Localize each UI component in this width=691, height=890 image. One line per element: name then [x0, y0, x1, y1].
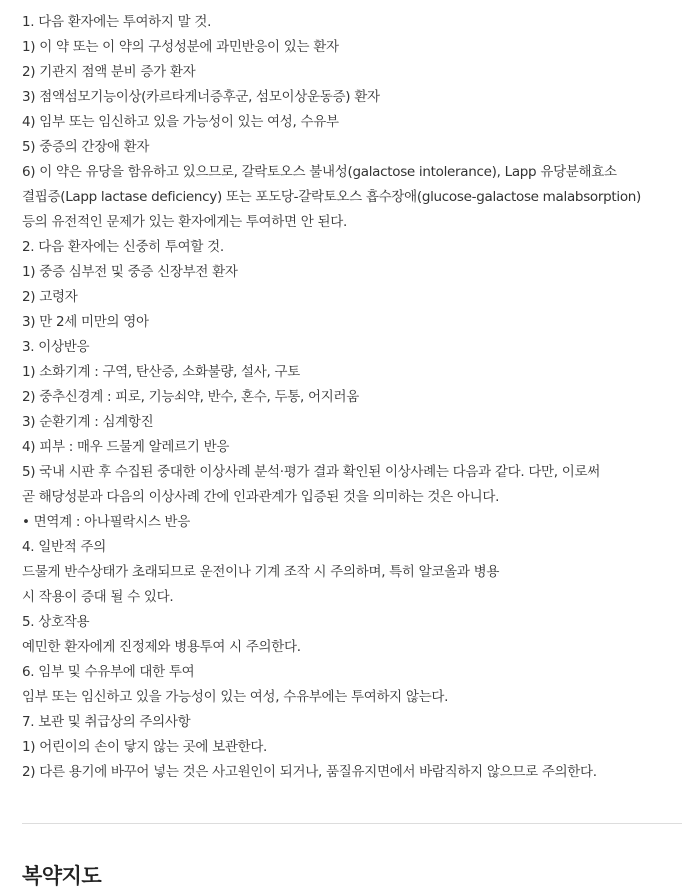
next-section-title: 복약지도	[22, 864, 102, 888]
list-item: 1) 중증 심부전 및 중증 신장부전 환자	[22, 264, 238, 280]
section-heading-interactions: 5. 상호작용	[22, 614, 90, 630]
section-heading-storage: 7. 보관 및 취급상의 주의사항	[22, 714, 191, 730]
list-item: 5) 국내 시판 후 수집된 중대한 이상사례 분석·평가 결과 확인된 이상사례는 다음과 같다. 다만, 이로써	[22, 464, 601, 480]
section-heading-contraindications: 1. 다음 환자에는 투여하지 말 것.	[22, 14, 212, 30]
list-item: 1) 소화기계 : 구역, 탄산증, 소화불량, 설사, 구토	[22, 364, 301, 380]
paragraph-line: 드물게 반수상태가 초래되므로 운전이나 기계 조작 시 주의하며, 특히 알코올과 병용	[22, 564, 500, 580]
list-item: 2) 중추신경계 : 피로, 기능쇠약, 반수, 혼수, 두통, 어지러움	[22, 389, 359, 405]
list-item-continuation: 결핍증(Lapp lactase deficiency) 또는 포도당-갈락토오스 흡수장애(glucose-galactose malabsorption)	[22, 189, 642, 205]
precautions-text	[22, 10, 687, 785]
list-item: 2) 기관지 점액 분비 증가 환자	[22, 64, 196, 80]
bullet-item: • 면역계 : 아나필락시스 반응	[22, 514, 191, 530]
list-item: 4) 피부 : 매우 드물게 알레르기 반응	[22, 439, 230, 455]
list-item: 1) 어린이의 손이 닿지 않는 곳에 보관한다.	[22, 739, 268, 755]
section-divider	[22, 823, 682, 824]
paragraph-line: 예민한 환자에게 진정제와 병용투여 시 주의한다.	[22, 639, 301, 655]
paragraph-line: 시 작용이 증대 될 수 있다.	[22, 589, 174, 605]
list-item: 2) 다른 용기에 바꾸어 넣는 것은 사고원인이 되거나, 품질유지면에서 바람직하지 않으므로 주의한다.	[22, 764, 597, 780]
list-item: 6) 이 약은 유당을 함유하고 있으므로, 갈락토오스 불내성(galactose intolerance), Lapp 유당분해효소	[22, 164, 617, 180]
list-item: 3) 만 2세 미만의 영아	[22, 314, 149, 330]
list-item: 2) 고령자	[22, 289, 78, 305]
section-heading-adverse-reactions: 3. 이상반응	[22, 339, 90, 355]
section-heading-pregnancy: 6. 임부 및 수유부에 대한 투여	[22, 664, 195, 680]
list-item: 3) 순환기계 : 심계항진	[22, 414, 154, 430]
list-item-continuation: 등의 유전적인 문제가 있는 환자에게는 투여하면 안 된다.	[22, 214, 347, 230]
section-heading-general-precautions: 4. 일반적 주의	[22, 539, 106, 555]
list-item-continuation: 곧 해당성분과 다음의 이상사례 간에 인과관계가 입증된 것을 의미하는 것은 아니다.	[22, 489, 500, 505]
section-heading-caution: 2. 다음 환자에는 신중히 투여할 것.	[22, 239, 224, 255]
list-item: 3) 점액섬모기능이상(카르타게너증후군, 섬모이상운동증) 환자	[22, 89, 380, 105]
list-item: 4) 임부 또는 임신하고 있을 가능성이 있는 여성, 수유부	[22, 114, 339, 130]
list-item: 1) 이 약 또는 이 약의 구성성분에 과민반응이 있는 환자	[22, 39, 339, 55]
list-item: 5) 중증의 간장애 환자	[22, 139, 150, 155]
paragraph-line: 임부 또는 임신하고 있을 가능성이 있는 여성, 수유부에는 투여하지 않는다.	[22, 689, 449, 705]
